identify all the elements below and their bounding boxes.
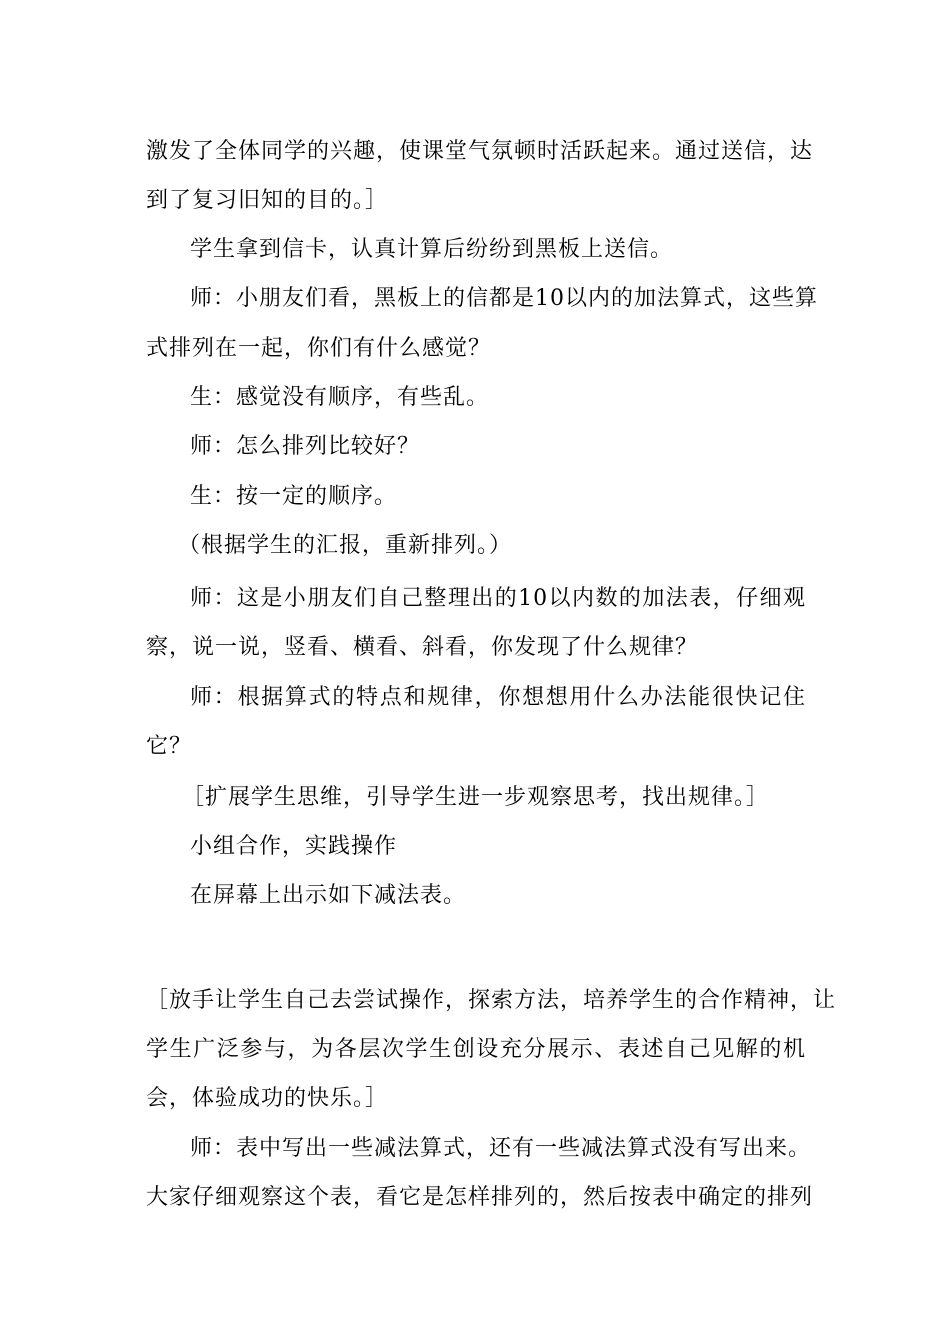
paragraph-line: 师：表中写出一些减法算式，还有一些减法算式没有写出来。	[190, 1136, 812, 1161]
paragraph-line: 学生拿到信卡，认真计算后纷纷到黑板上送信。	[190, 237, 674, 262]
paragraph-line: 师：根据算式的特点和规律，你想想用什么办法能很快记住	[190, 685, 806, 710]
paragraph-line: 它？	[146, 734, 193, 759]
paragraph-line: 察，说一说，竖看、横看、斜看，你发现了什么规律？	[146, 635, 699, 660]
paragraph-line: 生：感觉没有顺序，有些乱。	[190, 385, 490, 410]
paragraph-line: 大家仔细观察这个表，看它是怎样排列的，然后按表中确定的排列	[146, 1185, 814, 1210]
paragraph-line: （根据学生的汇报，重新排列。）	[178, 533, 513, 558]
paragraph-line: 师：这是小朋友们自己整理出的10以内数的加法表，仔细观	[190, 586, 806, 611]
paragraph-line: 师：小朋友们看，黑板上的信都是10以内的加法算式，这些算	[190, 286, 818, 311]
paragraph-line: 小组合作，实践操作	[190, 834, 398, 859]
paragraph-line: ［扩展学生思维，引导学生进一步观察思考，找出规律。］	[182, 785, 770, 810]
paragraph-line: ［放手让学生自己去尝试操作，探索方法，培养学生的合作精神，让	[146, 988, 837, 1013]
paragraph-line: 生：按一定的顺序。	[190, 484, 398, 509]
paragraph-line: 激发了全体同学的兴趣，使课堂气氛顿时活跃起来。通过送信，达	[146, 139, 814, 164]
paragraph-line: 到了复习旧知的目的。］	[146, 188, 389, 213]
paragraph-line: 师：怎么排列比较好？	[190, 434, 421, 459]
paragraph-line: 式排列在一起，你们有什么感觉？	[146, 336, 492, 361]
paragraph-line: 学生广泛参与，为各层次学生创设充分展示、表述自己见解的机	[146, 1037, 806, 1062]
paragraph-line: 在屏幕上出示如下减法表。	[190, 883, 467, 908]
paragraph-line: 会，体验成功的快乐。］	[146, 1086, 389, 1111]
